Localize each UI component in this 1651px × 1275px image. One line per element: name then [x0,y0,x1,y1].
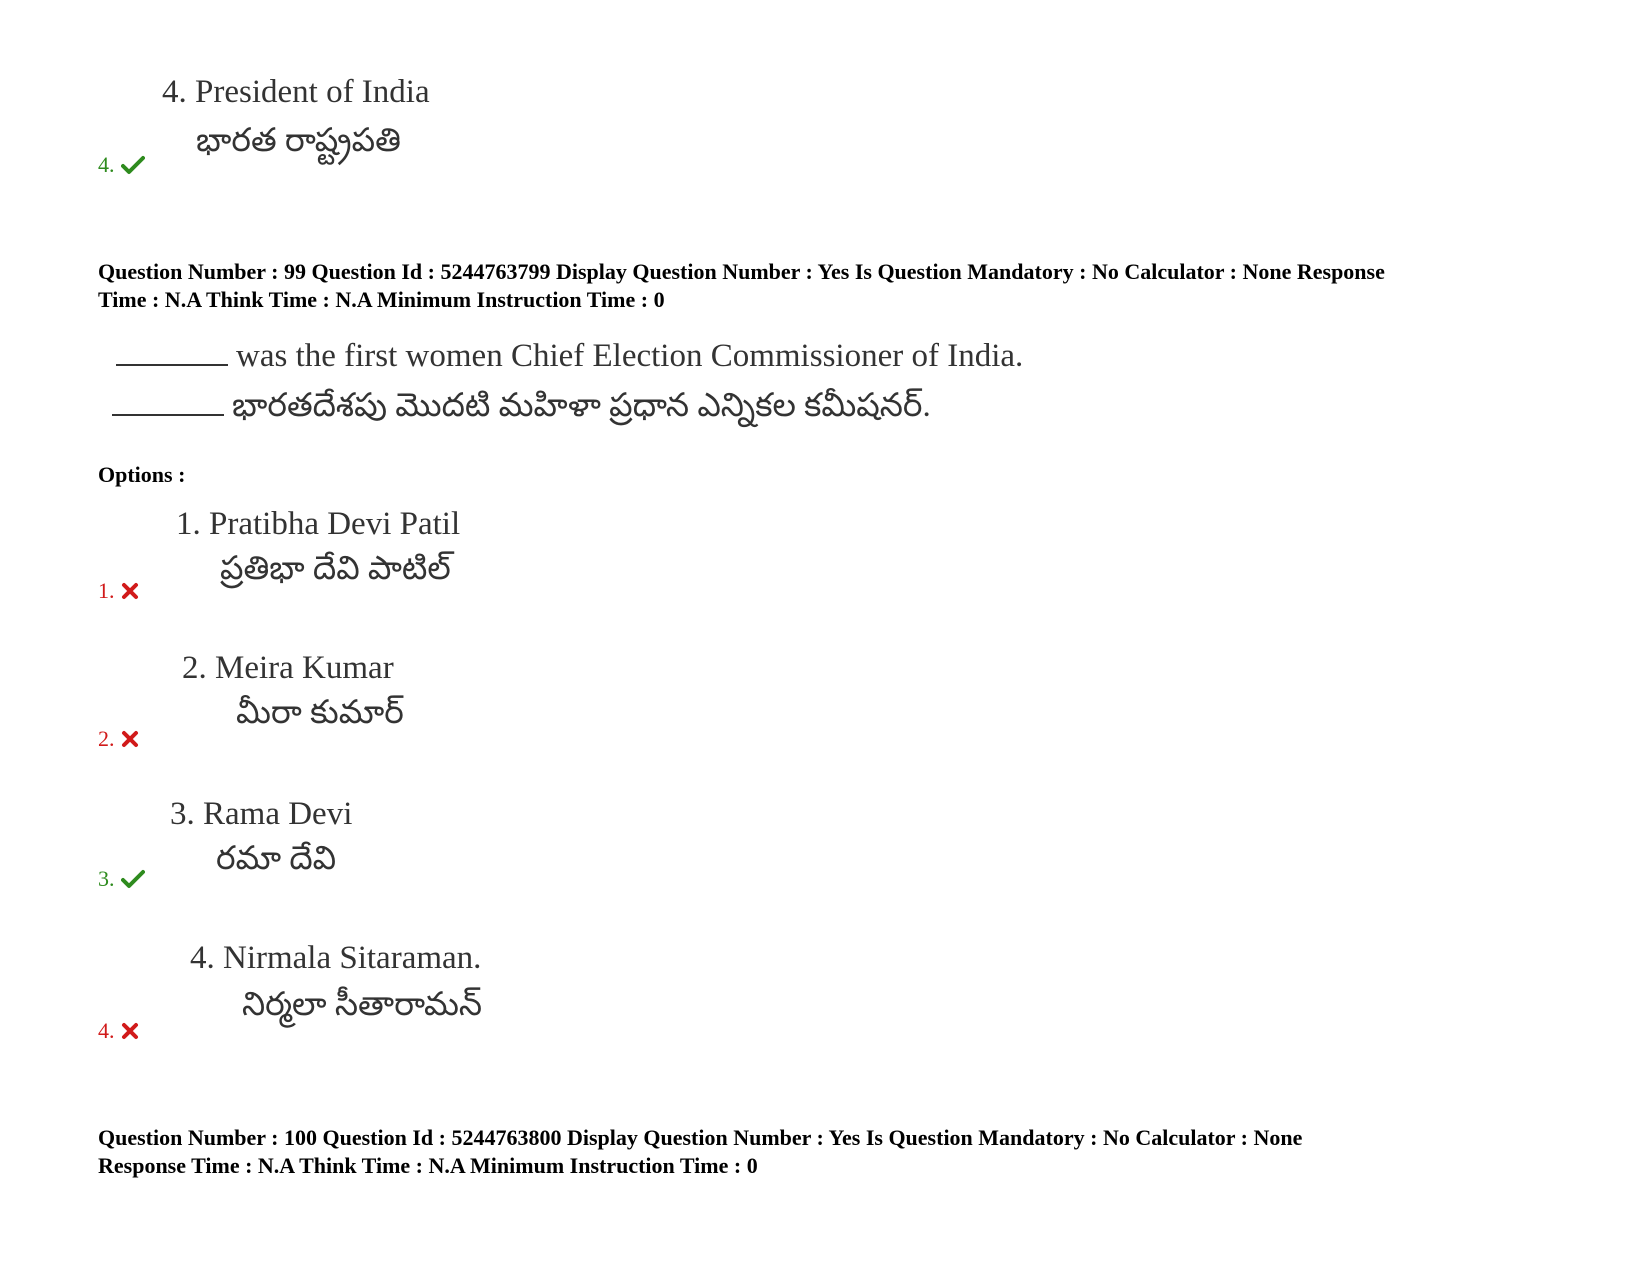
question-99-text-telugu-content: భారతదేశపు మొదటి మహిళా ప్రధాన ఎన్నికల కమీషనర్. [232,388,931,424]
question-99-text-english-content: was the first women Chief Election Commissioner of India. [236,338,1024,374]
option-2-marker [98,726,139,750]
option-4-number: 4. [98,1017,115,1043]
question-100-meta-line2: Response Time : N.A Think Time : N.A Minimum Instruction Time : 0 [98,1153,758,1178]
prev-option-4-number: 4. [98,151,115,177]
option-3-telugu: రమా దేవి [216,841,337,877]
option-2-telugu: మీరా కుమార్ [236,695,404,731]
question-99-meta-line1: Question Number : 99 Question Id : 5244763799 Display Question Number : Yes Is Question Mandatory : No Calculator : None Response [98,259,1385,284]
question-100-meta [98,1124,1578,1180]
prev-option-4-marker [98,152,145,176]
option-3-marker [98,866,145,890]
check-icon [121,155,145,175]
cross-icon [121,582,139,600]
question-99-meta-line2: Time : N.A Think Time : N.A Minimum Instruction Time : 0 [98,287,665,312]
option-1-telugu: ప్రతిభా దేవి పాటిల్ [220,551,451,587]
option-1-number: 1. [98,577,115,603]
option-2-english: 2. Meira Kumar [182,650,394,686]
cross-icon [121,730,139,748]
option-1-english: 1. Pratibha Devi Patil [176,506,461,542]
option-4-telugu: నిర్మలా సీతారామన్ [242,987,483,1023]
question-100-meta-line1: Question Number : 100 Question Id : 5244763800 Display Question Number : Yes Is Question Mandatory : No Calculator : None [98,1125,1303,1150]
question-99-text-english [116,336,1023,376]
answer-blank [112,386,224,416]
question-99-text-telugu [112,386,931,426]
cross-icon [121,1022,139,1040]
prev-option-4-english: 4. President of India [162,74,430,110]
option-1-marker [98,578,139,602]
option-4-marker [98,1018,139,1042]
option-2-number: 2. [98,725,115,751]
option-4-english: 4. Nirmala Sitaraman. [190,940,482,976]
options-label: Options : [98,462,186,487]
prev-option-4-telugu: భారత రాష్ట్రపతి [196,123,401,159]
option-3-english: 3. Rama Devi [170,796,353,832]
check-icon [121,869,145,889]
answer-blank [116,336,228,366]
question-99-meta [98,258,1578,314]
option-3-number: 3. [98,865,115,891]
